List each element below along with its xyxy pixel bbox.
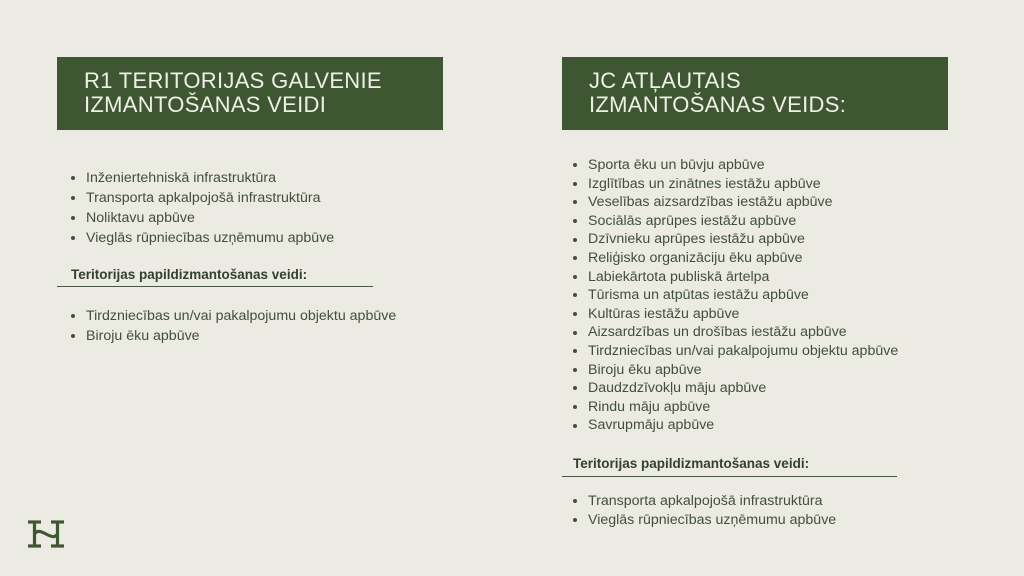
left-extra-list bbox=[71, 306, 396, 346]
list-item: Sporta ēku un būvju apbūve bbox=[573, 156, 898, 175]
list-item: Savrupmāju apbūve bbox=[573, 416, 898, 435]
list-item: Biroju ēku apbūve bbox=[573, 361, 898, 380]
right-title-line-1: JC ATĻAUTAIS bbox=[589, 68, 741, 93]
list-item: Kultūras iestāžu apbūve bbox=[573, 305, 898, 324]
list-item: Noliktavu apbūve bbox=[71, 208, 334, 228]
left-subheading: Teritorijas papildizmantošanas veidi: bbox=[71, 267, 308, 282]
left-title-line-2: IZMANTOŠANAS VEIDI bbox=[84, 92, 327, 117]
list-item: Tirdzniecības un/vai pakalpojumu objektu apbūve bbox=[573, 342, 898, 361]
list-item: Daudzdzīvokļu māju apbūve bbox=[573, 379, 898, 398]
left-title-line-1: R1 TERITORIJAS GALVENIE bbox=[84, 68, 382, 93]
left-panel-title bbox=[57, 57, 443, 130]
left-main-list bbox=[71, 168, 334, 248]
right-panel-title bbox=[562, 57, 948, 130]
list-item: Vieglās rūpniecības uzņēmumu apbūve bbox=[71, 228, 334, 248]
right-divider bbox=[562, 476, 897, 477]
list-item: Aizsardzības un drošības iestāžu apbūve bbox=[573, 323, 898, 342]
list-item: Sociālās aprūpes iestāžu apbūve bbox=[573, 212, 898, 231]
list-item: Tūrisma un atpūtas iestāžu apbūve bbox=[573, 286, 898, 305]
list-item: Transporta apkalpojošā infrastruktūra bbox=[573, 492, 836, 511]
right-main-list bbox=[573, 156, 898, 435]
list-item: Reliģisko organizāciju ēku apbūve bbox=[573, 249, 898, 268]
list-item: Izglītības un zinātnes iestāžu apbūve bbox=[573, 175, 898, 194]
list-item: Dzīvnieku aprūpes iestāžu apbūve bbox=[573, 230, 898, 249]
left-divider bbox=[57, 286, 373, 287]
list-item: Labiekārtota publiskā ārtelpa bbox=[573, 268, 898, 287]
right-title-line-2: IZMANTOŠANAS VEIDS: bbox=[589, 92, 847, 117]
list-item: Transporta apkalpojošā infrastruktūra bbox=[71, 188, 334, 208]
brand-monogram-icon bbox=[26, 519, 66, 549]
list-item: Biroju ēku apbūve bbox=[71, 326, 396, 346]
list-item: Vieglās rūpniecības uzņēmumu apbūve bbox=[573, 511, 836, 530]
list-item: Veselības aizsardzības iestāžu apbūve bbox=[573, 193, 898, 212]
right-extra-list bbox=[573, 492, 836, 529]
list-item: Rindu māju apbūve bbox=[573, 398, 898, 417]
list-item: Tirdzniecības un/vai pakalpojumu objektu apbūve bbox=[71, 306, 396, 326]
list-item: Inženiertehniskā infrastruktūra bbox=[71, 168, 334, 188]
right-subheading: Teritorijas papildizmantošanas veidi: bbox=[573, 456, 810, 471]
